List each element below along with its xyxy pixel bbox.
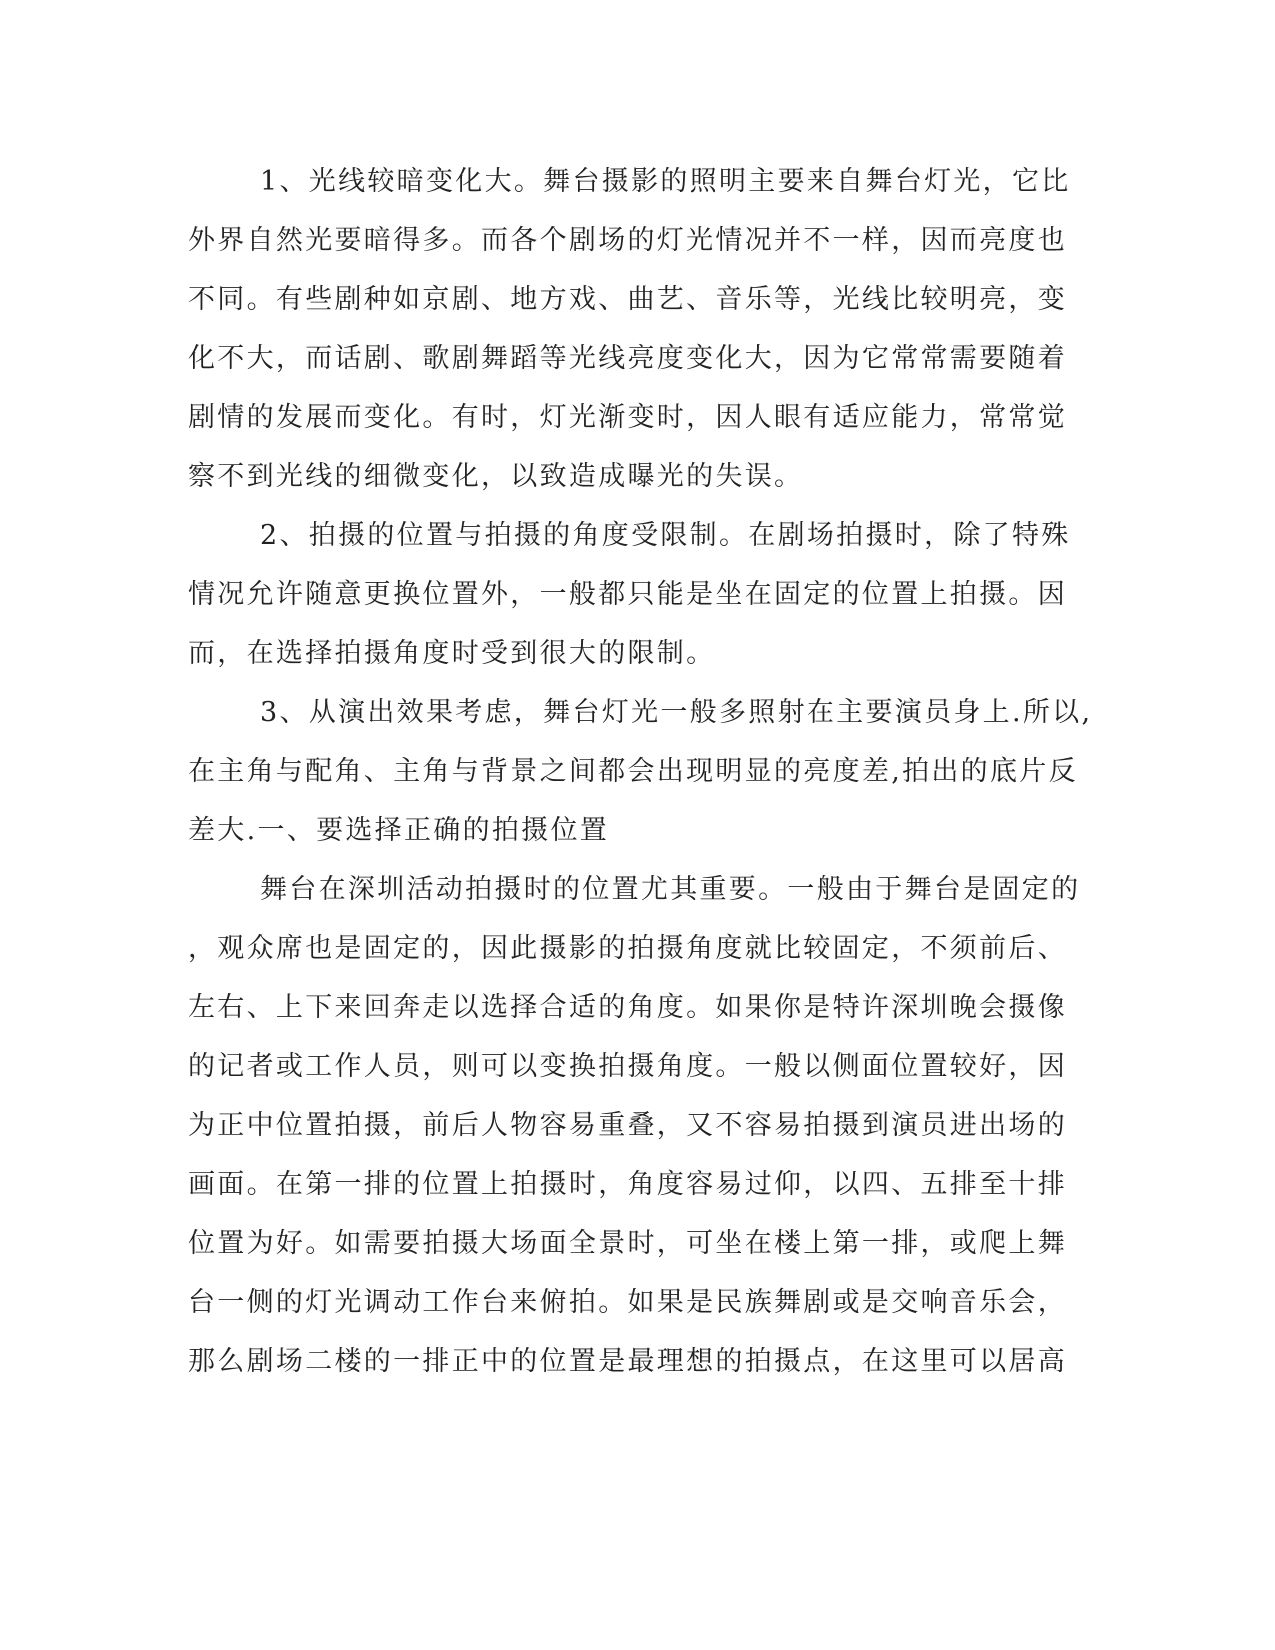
paragraph-1-line-5: 剧情的发展而变化。有时，灯光渐变时，因人眼有适应能力，常常觉 [188,402,1067,433]
paragraph-2-line-1: 2、拍摄的位置与拍摄的角度受限制。在剧场拍摄时，除了特殊 [260,520,1071,551]
paragraph-1-line-3: 不同。有些剧种如京剧、地方戏、曲艺、音乐等，光线比较明亮，变 [188,284,1067,315]
paragraph-4-line-5: 为正中位置拍摄，前后人物容易重叠，又不容易拍摄到演员进出场的 [188,1110,1067,1141]
paragraph-4-line-4: 的记者或工作人员，则可以变换拍摄角度。一般以侧面位置较好，因 [188,1051,1067,1082]
paragraph-4-line-6: 画面。在第一排的位置上拍摄时，角度容易过仰，以四、五排至十排 [188,1169,1067,1200]
paragraph-4-line-3: 左右、上下来回奔走以选择合适的角度。如果你是特许深圳晚会摄像 [188,992,1067,1023]
paragraph-4-line-7: 位置为好。如需要拍摄大场面全景时，可坐在楼上第一排，或爬上舞 [188,1228,1067,1259]
paragraph-4-line-9: 那么剧场二楼的一排正中的位置是最理想的拍摄点，在这里可以居高 [188,1346,1067,1377]
paragraph-3-line-1: 3、从演出效果考虑，舞台灯光一般多照射在主要演员身上.所以, [260,697,1093,728]
paragraph-1-line-4: 化不大，而话剧、歌剧舞蹈等光线亮度变化大，因为它常常需要随着 [188,343,1067,374]
paragraph-3-line-3: 差大.一、要选择正确的拍摄位置 [188,815,610,846]
paragraph-1-line-1: 1、光线较暗变化大。舞台摄影的照明主要来自舞台灯光，它比 [260,166,1071,197]
paragraph-1-line-6: 察不到光线的细微变化，以致造成曝光的失误。 [188,461,804,492]
paragraph-2-line-3: 而，在选择拍摄角度时受到很大的限制。 [188,638,716,669]
paragraph-1-line-2: 外界自然光要暗得多。而各个剧场的灯光情况并不一样，因而亮度也 [188,225,1067,256]
paragraph-4-line-1: 舞台在深圳活动拍摄时的位置尤其重要。一般由于舞台是固定的 [260,874,1081,905]
paragraph-4-line-2: ，观众席也是固定的，因此摄影的拍摄角度就比较固定，不须前后、 [188,933,1067,964]
paragraph-3-line-2: 在主角与配角、主角与背景之间都会出现明显的亮度差,拍出的底片反 [188,756,1078,787]
paragraph-2-line-2: 情况允许随意更换位置外，一般都只能是坐在固定的位置上拍摄。因 [188,579,1067,610]
paragraph-4-line-8: 台一侧的灯光调动工作台来俯拍。如果是民族舞剧或是交响音乐会， [188,1287,1067,1318]
